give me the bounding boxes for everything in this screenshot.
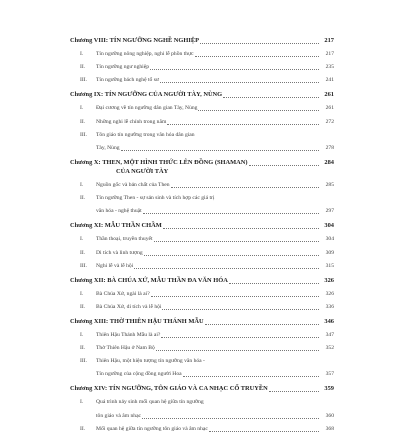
leader-dots (154, 241, 319, 242)
item-title: Thiên Hậu, một hiện tượng tín ngưỡng văn hóa - (96, 358, 205, 365)
toc-item-continuation[interactable] (70, 411, 334, 421)
leader-dots (161, 337, 319, 338)
toc-chapter-14 (70, 384, 334, 433)
toc-chapter-13 (70, 317, 334, 380)
item-title: Tín ngưỡng ngư nghiệp (96, 64, 149, 71)
page-number: 217 (325, 51, 334, 57)
page-number: 217 (324, 37, 334, 44)
toc-item[interactable] (70, 356, 334, 366)
toc-item[interactable] (70, 180, 334, 190)
item-title: Thiên Hậu Thánh Mẫu là ai? (96, 331, 161, 338)
item-number: II. (80, 118, 86, 125)
toc-item[interactable] (70, 49, 334, 59)
leader-dots (163, 228, 319, 229)
chapter-title: TÍN NGƯỠNG, TÔN GIÁO VÀ CA NHẠC CỔ TRUYỀN (108, 385, 268, 393)
page-number: 336 (325, 303, 334, 310)
page-number: 284 (324, 158, 334, 166)
toc-item[interactable] (70, 424, 334, 434)
item-number: II. (80, 425, 86, 432)
item-title: Mối quan hệ giữa tín ngưỡng tôn giáo và âm nhạc (96, 425, 208, 432)
leader-dots (198, 110, 319, 111)
item-title-cont: tôn giáo và âm nhạc (96, 412, 142, 419)
page-number: 272 (325, 118, 334, 125)
toc-item[interactable] (70, 302, 334, 312)
page-number: 309 (325, 249, 334, 256)
item-title: Tín ngưỡng nông nghiệp, nghi lễ phồn thực (96, 51, 194, 57)
toc-item-continuation[interactable] (70, 206, 334, 216)
chapter-heading[interactable] (70, 317, 334, 327)
item-title: Bà Chúa Xứ, di tích và lễ hội (96, 303, 162, 310)
item-title: Những nghi lễ chính trong năm (96, 118, 167, 125)
leader-dots (223, 97, 319, 98)
leader-dots (151, 296, 319, 297)
page-number: 360 (325, 412, 334, 419)
page-number: 278 (325, 144, 334, 151)
chapter-heading[interactable] (70, 276, 334, 286)
toc-item[interactable] (70, 75, 334, 85)
page-number: 261 (324, 91, 334, 99)
item-number: III. (80, 131, 87, 138)
item-number: II. (80, 64, 86, 71)
item-title: Nghi lễ và lễ hội (96, 262, 134, 269)
item-number: I. (80, 331, 84, 338)
chapter-title: MẪU THẦN CHẦM (104, 222, 162, 230)
item-title: Quá trình nảy sinh mối quan hệ giữa tín ngưỡng (96, 399, 204, 406)
item-number: III. (80, 262, 87, 269)
leader-dots (156, 350, 319, 351)
page-number: 346 (324, 317, 334, 325)
page-number: 326 (325, 290, 334, 297)
toc-item[interactable] (70, 397, 334, 407)
toc-chapter-12 (70, 276, 334, 312)
toc-item[interactable] (70, 330, 334, 340)
leader-dots (162, 309, 319, 310)
item-number: II. (80, 303, 86, 310)
item-title: Tín ngưỡng Then - sự sản sinh và tích hợp các giá trị (96, 195, 215, 202)
page-number: 326 (324, 276, 334, 284)
chapter-heading[interactable] (70, 36, 334, 46)
item-title-cont: Tày, Nùng (96, 144, 120, 151)
item-number: III. (80, 358, 87, 365)
page-number: 359 (324, 385, 334, 393)
leader-dots (249, 165, 319, 166)
toc-item-continuation[interactable] (70, 369, 334, 379)
leader-dots (229, 283, 319, 284)
leader-dots (142, 418, 319, 419)
page-number: 357 (325, 371, 334, 378)
page-number: 297 (325, 208, 334, 215)
item-number: I. (80, 51, 84, 57)
item-number: I. (80, 105, 84, 112)
chapter-title-cont: CỦA NGƯỜI TÀY (116, 167, 169, 175)
item-number: II. (80, 249, 86, 256)
chapter-title: BÀ CHÚA XỨ, MẪU THẦN ĐA VĂN HÓA (107, 276, 228, 284)
toc-item[interactable] (70, 103, 334, 113)
toc-chapter-9 (70, 90, 334, 153)
item-title: Tôn giáo tín ngưỡng trong văn hóa dân gian (96, 131, 195, 138)
toc-chapter-11 (70, 221, 334, 270)
chapter-label: Chương VIII: (70, 37, 108, 44)
chapter-title: THEN, MỘT HÌNH THỨC LÊN ĐỒNG (SHAMAN) (102, 158, 248, 166)
chapter-label: Chương X: (70, 158, 101, 166)
page-number: 352 (325, 345, 334, 352)
toc-chapter-8 (70, 36, 334, 85)
toc-item[interactable] (70, 193, 334, 203)
leader-dots (183, 376, 319, 377)
page-number: 261 (325, 105, 334, 112)
chapter-label: Chương XII: (70, 276, 106, 284)
toc-item-continuation[interactable] (70, 143, 334, 153)
toc-item[interactable] (70, 289, 334, 299)
chapter-title: TÍN NGƯỠNG NGHỀ NGHIỆP (109, 37, 200, 44)
page-number: 235 (325, 64, 334, 71)
chapter-label: Chương XI: (70, 222, 104, 230)
leader-dots (134, 268, 319, 269)
leader-dots (205, 324, 319, 325)
item-number: II. (80, 345, 86, 352)
leader-dots (144, 255, 319, 256)
chapter-label: Chương XIV: (70, 385, 108, 393)
item-title: Di tích và linh tượng (96, 249, 143, 256)
item-title-cont: Tín ngưỡng của cộng đồng người Hoa (96, 371, 182, 378)
page-number: 285 (325, 181, 334, 188)
page-number: 304 (325, 236, 334, 243)
item-title: Bà Chúa Xứ, ngài là ai? (96, 290, 150, 297)
leader-dots (269, 391, 319, 392)
toc-item[interactable] (70, 130, 334, 140)
item-title-cont: văn hóa - nghệ thuật (96, 208, 142, 215)
item-number: I. (80, 399, 84, 406)
leader-dots (171, 187, 319, 188)
item-number: I. (80, 236, 84, 243)
toc-item[interactable] (70, 62, 334, 72)
chapter-label: Chương XIII: (70, 317, 109, 325)
chapter-title: THỜ THIÊN HẬU THÁNH MẪU (109, 317, 204, 325)
leader-dots (160, 82, 319, 83)
chapter-heading[interactable] (70, 90, 334, 100)
toc-chapter-10 (70, 158, 334, 216)
item-number: I. (80, 290, 84, 297)
leader-dots (200, 43, 319, 44)
toc-item[interactable] (70, 343, 334, 353)
chapter-heading[interactable] (70, 384, 334, 394)
chapter-title: TÍN NGƯỠNG CỦA NGƯỜI TÀY, NÙNG (104, 91, 223, 99)
item-title: Đại cương về tín ngưỡng dân gian Tày, Nùng (96, 105, 198, 112)
page-number: 304 (324, 222, 334, 230)
toc-item[interactable] (70, 117, 334, 127)
chapter-heading[interactable] (70, 221, 334, 231)
item-title: Nguồn gốc và bản chất của Then (96, 181, 170, 188)
table-of-contents (70, 36, 334, 439)
toc-item[interactable] (70, 234, 334, 244)
item-title: Thờ Thiên Hậu ở Nam Bộ (96, 345, 155, 352)
page-number: 241 (325, 77, 334, 84)
toc-item[interactable] (70, 261, 334, 271)
chapter-label: Chương IX: (70, 91, 104, 99)
page-number: 315 (325, 262, 334, 269)
leader-dots (121, 150, 319, 151)
leader-dots (150, 69, 319, 70)
toc-item[interactable] (70, 248, 334, 258)
page-number: 368 (325, 425, 334, 432)
leader-dots (209, 431, 319, 432)
leader-dots (195, 56, 319, 57)
item-number: II. (80, 195, 86, 202)
item-number: I. (80, 181, 84, 188)
item-title: Tín ngưỡng bách nghệ tổ sư (96, 77, 159, 84)
leader-dots (143, 213, 319, 214)
item-number: III. (80, 77, 87, 84)
item-title: Thần thoại, truyền thuyết (96, 236, 153, 243)
leader-dots (167, 124, 319, 125)
page-number: 347 (325, 331, 334, 338)
